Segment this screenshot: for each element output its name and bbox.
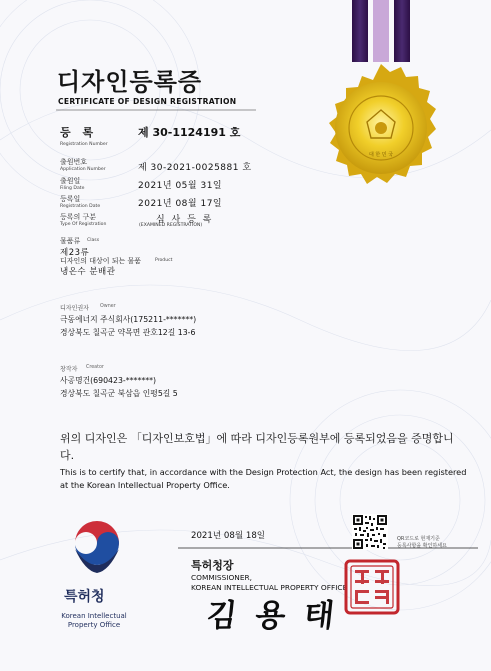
product-value: 냉온수 분배관 — [60, 267, 116, 277]
registration-label-en: Registration Number — [60, 142, 108, 147]
application-number-label-en: Application Number — [60, 167, 106, 172]
commissioner-line-1: COMMISSIONER, — [191, 573, 252, 582]
certification-text-en: This is to certify that, in accordance with the Design Protection Act, the design has been registered at the Korean Intellectual Property Office. — [60, 467, 467, 490]
class-label: 물품류 — [60, 237, 81, 245]
kipo-name-ko: 특허청 — [64, 589, 105, 605]
qr-note-line-2: 등록사항을 확인하세요 — [397, 543, 447, 549]
registration-date-label: 등록일 — [60, 195, 81, 203]
registration-type-value-en: (EXAMINED REGISTRATION) — [139, 223, 203, 228]
product-label: 디자인의 대상이 되는 물품 — [60, 257, 142, 265]
commissioner-line-2: KOREAN INTELLECTUAL PROPERTY OFFICE — [191, 583, 348, 592]
application-number-value: 제 30-2021-0025881 호 — [138, 163, 252, 173]
creator-label-en: Creator — [86, 365, 104, 370]
certification-text-ko: 위의 디자인은 「디자인보호법」에 따라 디자인등록원부에 등록되었음을 증명합니다. — [60, 432, 454, 462]
qr-code[interactable] — [352, 514, 388, 550]
application-number-label: 출원번호 — [60, 158, 88, 166]
qr-note — [397, 536, 447, 550]
issue-date: 2021년 08월 18일 — [191, 531, 266, 541]
creator-name: 사공명건(690423-*******) — [60, 376, 157, 385]
ribbon — [352, 0, 410, 62]
registration-type-label: 등록의 구분 — [60, 213, 97, 221]
registration-type-label-en: Type Of Registration — [60, 222, 107, 227]
registration-date-label-en: Registration Date — [60, 204, 101, 209]
owner-address: 경상북도 칠곡군 약목면 관호12길 13-6 — [60, 328, 196, 337]
creator-label: 창작자 — [60, 366, 78, 373]
owner-label: 디자인권자 — [60, 305, 89, 312]
kipo-name-en: Korean Intellectual Property Office — [61, 612, 127, 629]
filing-date-label-en: Filing Date — [60, 186, 85, 191]
svg-text:대 한 민 국: 대 한 민 국 — [368, 152, 394, 158]
commissioner-signature: 김 용 태 — [204, 598, 340, 634]
official-stamp — [343, 558, 401, 616]
owner-name: 극동에너지 주식회사(175211-*******) — [60, 315, 197, 324]
owner-label-en: Owner — [100, 304, 116, 309]
creator-address: 경상북도 칠곡군 북삼읍 인평5길 5 — [60, 389, 178, 398]
registration-type-value: 심 사 등 록 — [156, 215, 214, 225]
qr-note-line-1: QR코드로 현재기준 — [397, 536, 440, 542]
filing-date-label: 출원일 — [60, 177, 81, 185]
class-label-en: Class — [87, 238, 100, 243]
registration-number: 제 30-1124191 호 — [138, 126, 241, 139]
page-title: 디자인등록증 — [57, 68, 203, 96]
commissioner-title: 특허청장 — [191, 559, 234, 572]
page-subtitle: CERTIFICATE OF DESIGN REGISTRATION — [58, 97, 237, 106]
registration-date-value: 2021년 08월 17일 — [138, 199, 223, 209]
class-value: 제23류 — [60, 248, 90, 258]
registration-label: 등 록 — [60, 126, 98, 139]
product-label-en: Product — [155, 258, 173, 263]
kipo-logo-icon — [69, 521, 125, 583]
filing-date-value: 2021년 05월 31일 — [138, 181, 223, 191]
